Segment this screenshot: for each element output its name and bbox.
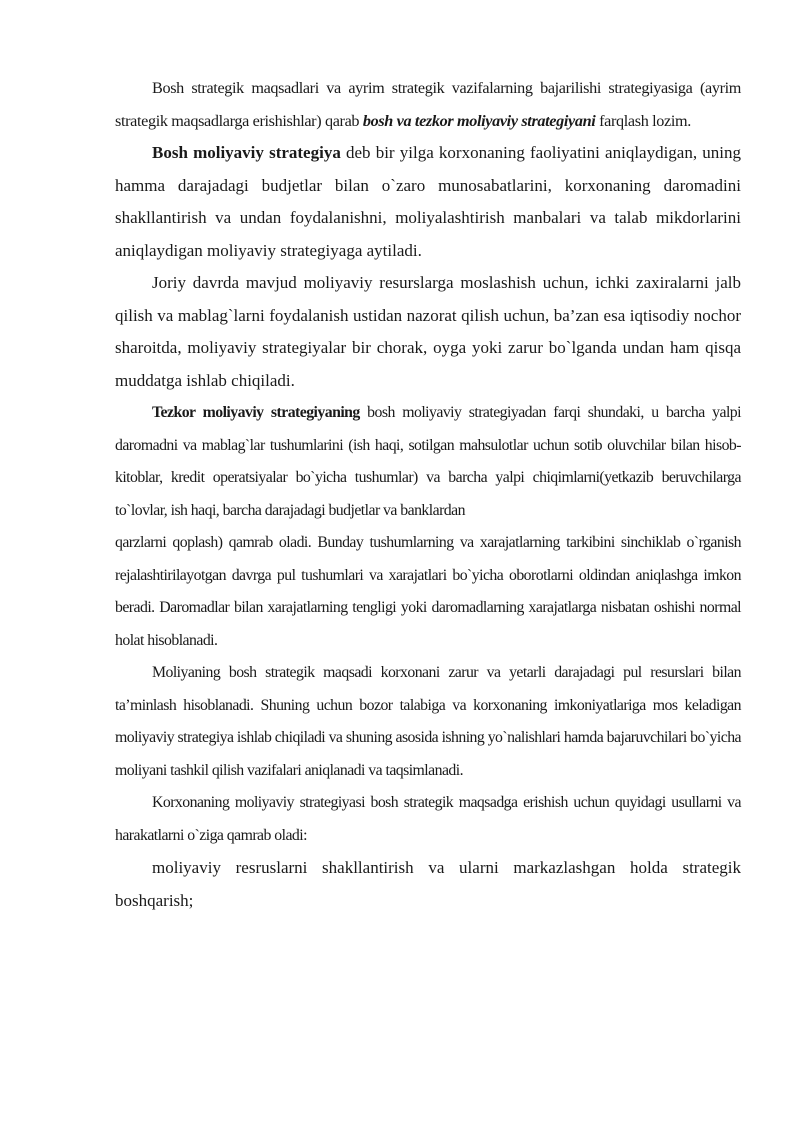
text-segment: Joriy davrda mavjud moliyaviy resurslarga moslashish uchun, ichki zaxiralarni jalb qilish va mablag`larni foydalanish ustidan nazorat qilish uchun, ba’zan esa iqtisodiy nochor sharoitda, moliyaviy strategiyalar bir chorak, oyga yoki zarur bo`lganda undan ham qisqa muddatga ishlab chiqiladi.: [115, 273, 741, 390]
paragraph-finance-goal: [115, 657, 741, 787]
text-segment: Bosh strategik maqsadlari va ayrim strategik vazifalarning bajarilishi strategiyasiga (ayrim strategik maqsadlarga erishishlar) qarab: [115, 79, 741, 130]
text-segment: Korxonaning moliyaviy strategiyasi bosh strategik maqsadga erishish uchun quyidagi usullarni va harakatlarni o`ziga qamrab oladi:: [115, 794, 741, 844]
text-segment: qarzlarni qoplash) qamrab oladi. Bunday tushumlarning va xarajatlarning tarkibini sinchiklab o`rganish rejalashtirilayotgan davrga pul tushumlari va xarajatlari bo`yicha oborotlarni oldindan aniqlashga imkon beradi. Daromadlar bilan xarajatlarning tengligi yoki daromadlarning xarajatlarga nisbatan oshishi normal holat hisoblanadi.: [115, 534, 741, 649]
paragraph-list-item: [115, 852, 741, 917]
paragraph-operational-strategy-continued: [115, 527, 741, 657]
text-segment: bosh moliyaviy strategiyadan farqi shundaki, u barcha yalpi daromadni va mablag`lar tushumlarini (ish haqi, sotilgan mahsulotlar uchun sotib oluvchilar bilan hisob-kitoblar, kredit operatsiyalar bo`yicha tushumlar) va barcha yalpi chiqimlarni(yetkazib beruvchilarga to`lovlar, ish haqi, barcha darajadagi budjetlar va banklardan: [115, 404, 741, 519]
paragraph-methods-intro: [115, 787, 741, 852]
text-segment: moliyaviy resruslarni shakllantirish va ularni markazlashgan holda strategik boshqarish;: [115, 858, 741, 910]
paragraph-operational-strategy: [115, 397, 741, 527]
paragraph-strategy-types: [115, 72, 741, 137]
emphasis-bold-italic: bosh va tezkor moliyaviy strategiyani: [362, 111, 596, 130]
term-bold: Bosh moliyaviy strategiya: [152, 143, 341, 162]
text-segment: deb bir yilga korxonaning faoliyatini aniqlaydigan, uning hamma darajadagi budjetlar bilan o`zaro munosabatlarini, korxonaning daromadini shakllantirish va undan foydalanishni, moliyalashtirish manbalari va talab mikdorlarini aniqlaydigan moliyaviy strategiyaga aytiladi.: [115, 143, 741, 260]
term-bold: Tezkor moliyaviy strategiyaning: [152, 404, 360, 421]
paragraph-main-strategy: [115, 137, 741, 267]
text-segment: Moliyaning bosh strategik maqsadi korxonani zarur va yetarli darajadagi pul resurslari bilan ta’minlash hisoblanadi. Shuning uchun bozor talabiga va korxonaning imkoniyatlariga mos keladigan moliyaviy strategiya ishlab chiqiladi va shuning asosida ishning yo`nalishlari hamda bajaruvchilari bo`yicha moliyani tashkil qilish vazifalari aniqlanadi va taqsimlanadi.: [115, 664, 741, 779]
text-segment: farqlash lozim.: [595, 111, 691, 130]
paragraph-current-period: [115, 267, 741, 397]
document-page: [115, 72, 741, 917]
